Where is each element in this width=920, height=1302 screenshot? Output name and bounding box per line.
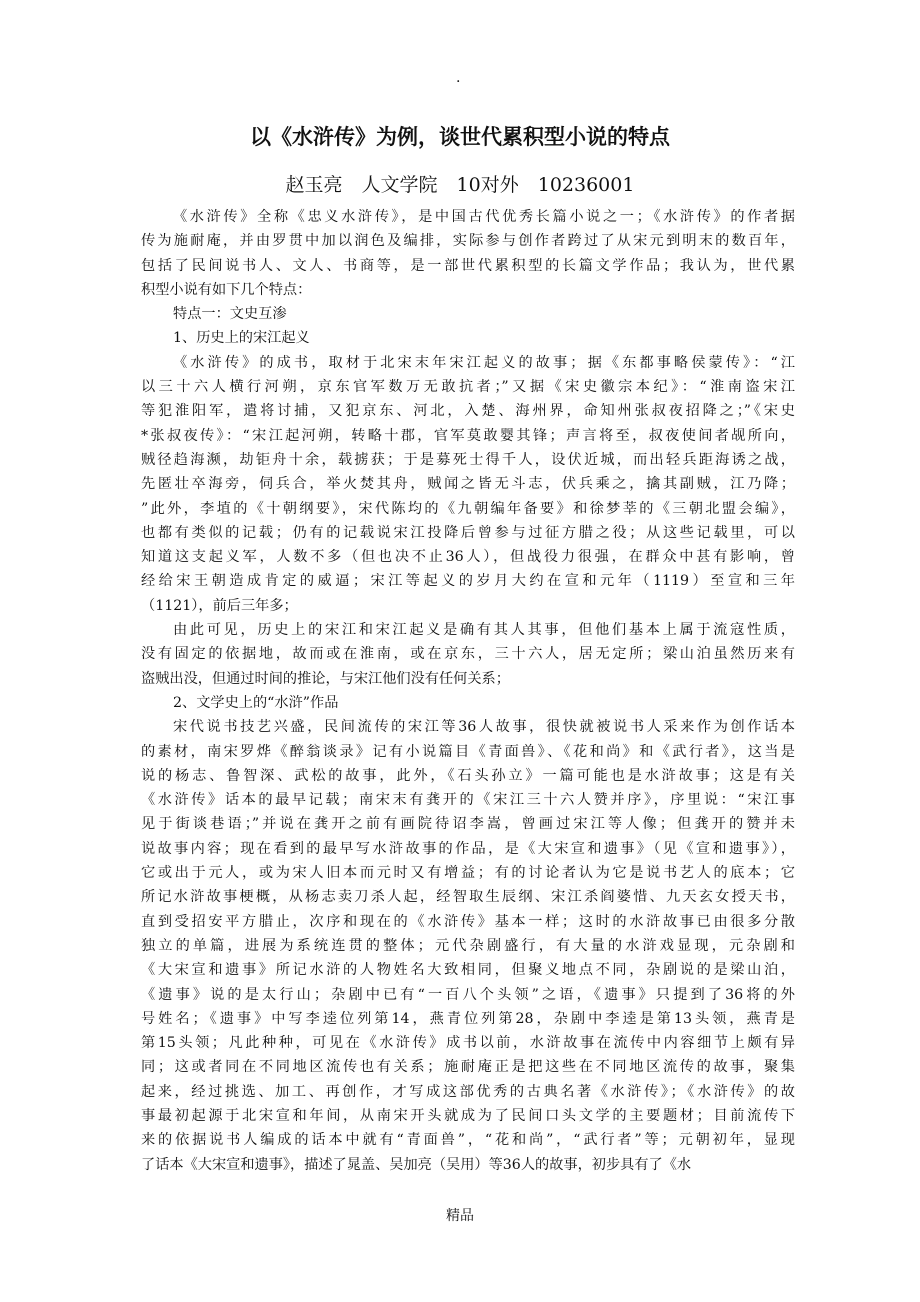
text-line: 知道这支起义军，人数不多（但也决不止36人），但战役力很强，在群众中甚有影响，曾 (141, 549, 795, 566)
text-line: 说故事内容；现在看到的最早写水浒故事的作品，是《大宋宣和遗事》（见《宣和遗事》）， (141, 840, 795, 857)
paragraph (141, 691, 795, 715)
paragraph (141, 326, 795, 350)
text-line: 也都有类似的记载；仍有的记载说宋江投降后曾参与过征方腊之役；从这些记载里，可以 (141, 524, 795, 541)
text-line: （1121），前后三年多； (141, 597, 298, 614)
document-title: 以《水浒传》为例，谈世代累积型小说的特点 (250, 125, 670, 149)
text-line: 见于街谈巷语；”并说在龚开之前有画院待诏李嵩，曾画过宋江等人像；但龚开的赞并未 (141, 816, 795, 833)
text-line: 传为施耐庵，并由罗贯中加以润色及编排，实际参与创作者跨过了从宋元到明末的数百年， (141, 233, 795, 250)
text-line: ”此外，李埴的《十朝纲要》，宋代陈均的《九朝编年备要》和徐梦莘的《三朝北盟会编》， (141, 500, 795, 517)
text-line: 事最初起源于北宋宣和年间，从南宋开头就成为了民间口头文学的主要题材；目前流传下 (141, 1107, 795, 1124)
text-line: 说的杨志、鲁智深、武松的故事，此外，《石头孙立》一篇可能也是水浒故事；这是有关 (141, 767, 795, 784)
author-line: 赵玉亮 人文学院 10对外 10236001 (285, 174, 635, 196)
text-line: 特点一：文史互渗 (173, 306, 287, 323)
text-line: 经给宋王朝造成肯定的威逼；宋江等起义的岁月大约在宣和元年（1119）至宣和三年 (141, 573, 795, 590)
text-line: 宋代说书技艺兴盛，民间流传的宋江等36人故事，很快就被说书人采来作为创作话本 (173, 719, 795, 736)
paragraph (141, 302, 795, 326)
text-line: 起来，经过挑选、加工、再创作，才写成这部优秀的古典名著《水浒传》；《水浒传》的故 (141, 1083, 795, 1100)
text-line: 包括了民间说书人、文人、书商等，是一部世代累积型的长篇文学作品；我认为，世代累 (141, 257, 795, 274)
text-line: 的素材，南宋罗烨《醉翁谈录》记有小说篇目《青面兽》、《花和尚》和《武行者》，这当是 (141, 743, 795, 760)
text-line: 盗贼出没，但通过时间的推论，与宋江他们没有任何关系； (141, 670, 510, 687)
text-line: 等犯淮阳军，遣将讨捕，又犯京东、河北，入楚、海州界，命知州张叔夜招降之；”《宋史 (141, 403, 795, 420)
text-line: 《大宋宣和遗事》所记水浒的人物姓名大致相同，但聚义地点不同，杂剧说的是梁山泊， (141, 962, 795, 979)
text-line: 所记水浒故事梗概，从杨志卖刀杀人起，经智取生辰纲、宋江杀阎婆惜、九天玄女授天书， (141, 889, 795, 906)
text-line: 同；这或者同在不同地区流传也有关系；施耐庵正是把这些在不同地区流传的故事，聚集 (141, 1059, 795, 1076)
text-line: 《水浒传》话本的最早记载；南宋末有龚开的《宋江三十六人赞并序》，序里说：“宋江事 (141, 792, 795, 809)
text-line: 独立的单篇，进展为系统连贯的整体；元代杂剧盛行，有大量的水浒戏显现，元杂剧和 (141, 937, 795, 954)
text-line: 它或出于元人，或为宋人旧本而元时又有增益；有的讨论者认为它是说书艺人的底本；它 (141, 865, 795, 882)
paragraph (141, 618, 795, 691)
text-line: 先匿壮卒海旁，伺兵合，举火焚其舟，贼闻之皆无斗志，伏兵乘之，擒其副贼，江乃降； (141, 476, 795, 493)
text-line: 《水浒传》的成书，取材于北宋末年宋江起义的故事；据《东都事略侯蒙传》：“江 (173, 354, 795, 371)
text-line: 积型小说有如下几个特点： (141, 281, 312, 298)
text-line: 第15头领；凡此种种，可见在《水浒传》成书以前，水浒故事在流传中内容细节上颇有异 (141, 1035, 795, 1052)
text-line: 《水浒传》全称《忠义水浒传》，是中国古代优秀长篇小说之一；《水浒传》的作者据 (173, 209, 795, 225)
page-footer: 精品 (446, 1208, 474, 1224)
text-line: 由此可见，历史上的宋江和宋江起义是确有其人其事，但他们基本上属于流寇性质， (173, 622, 795, 639)
text-line: 《遗事》说的是太行山；杂剧中已有“一百八个头领”之语，《遗事》只提到了36将的外 (141, 986, 795, 1003)
text-line: 没有固定的依据地，故而或在淮南，或在京东，三十六人，居无定所；梁山泊虽然历来有 (141, 646, 795, 663)
text-line: 来的依据说书人编成的话本中就有“青面兽”，“花和尚”，“武行者”等；元朝初年，显现 (141, 1132, 795, 1149)
header-mark: . (456, 70, 461, 86)
document-body (141, 205, 795, 1177)
text-line: 了话本《大宋宣和遗事》，描述了晁盖、吴加亮（吴用）等36人的故事，初步具有了《水 (141, 1156, 692, 1173)
paragraph (141, 351, 795, 618)
text-line: 直到受招安平方腊止，次序和现在的《水浒传》基本一样；这时的水浒故事已由很多分散 (141, 913, 795, 930)
text-line: 贼径趋海濒，劫钜舟十余，载掳获；于是募死士得千人，设伏近城，而出轻兵距海诱之战， (141, 451, 795, 468)
text-line: *张叔夜传》：“宋江起河朔，转略十郡，官军莫敢婴其锋；声言将至，叔夜使间者觇所向， (141, 427, 795, 444)
text-line: 以三十六人横行河朔，京东官军数万无敢抗者；”又据《宋史徽宗本纪》：“淮南盗宋江 (141, 379, 795, 396)
text-line: 2、文学史上的“水浒”作品 (173, 694, 339, 711)
paragraph (141, 205, 795, 302)
text-line: 号姓名；《遗事》中写李逵位列第14，燕青位列第28，杂剧中李逵是第13头领，燕青是 (141, 1010, 795, 1027)
text-line: 1、历史上的宋江起义 (173, 330, 310, 347)
paragraph (141, 715, 795, 1177)
